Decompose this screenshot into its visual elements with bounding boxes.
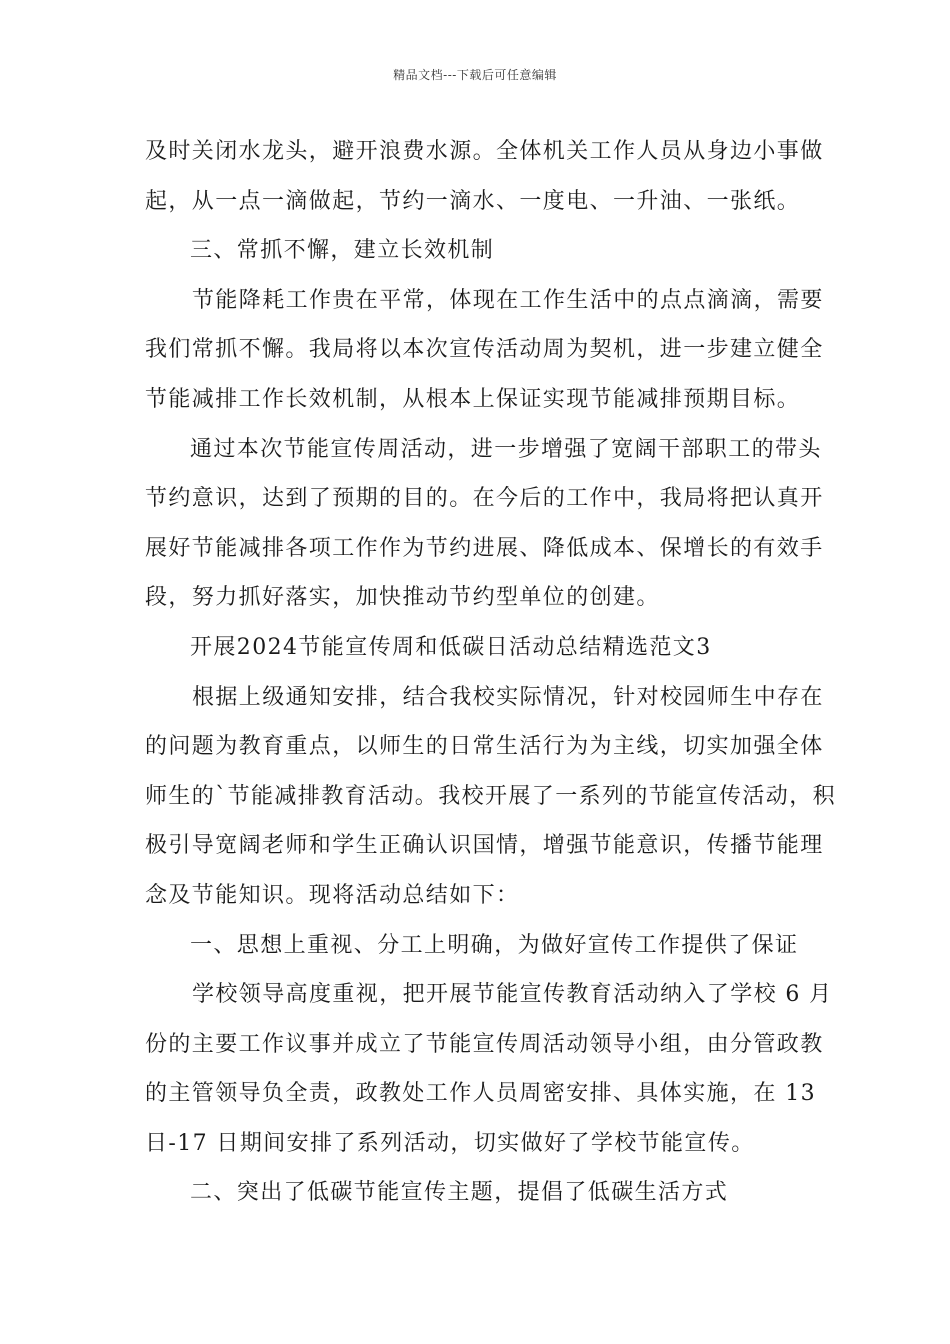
text-line: 根据上级通知安排，结合我校实际情况，针对校园师生中存在 bbox=[192, 684, 824, 710]
text-line: 学校领导高度重视，把开展节能宣传教育活动纳入了学校 6 月 bbox=[192, 982, 833, 1008]
text-line: 节约意识，达到了预期的目的。在今后的工作中，我局将把认真开 bbox=[145, 486, 824, 512]
text-line: 通过本次节能宣传周活动，进一步增强了宽阔干部职工的带头 bbox=[190, 436, 822, 462]
text-line: 段，努力抓好落实，加快推动节约型单位的创建。 bbox=[145, 585, 660, 611]
text-line: 起，从一点一滴做起，节约一滴水、一度电、一升油、一张纸。 bbox=[145, 188, 801, 214]
text-line: 我们常抓不懈。我局将以本次宣传活动周为契机，进一步建立健全 bbox=[145, 337, 824, 363]
text-line: 展好节能减排各项工作作为节约进展、降低成本、保增长的有效手 bbox=[145, 535, 824, 561]
text-line: 念及节能知识。现将活动总结如下： bbox=[145, 882, 520, 908]
article-title: 开展2024节能宣传周和低碳日活动总结精选范文3 bbox=[190, 634, 712, 660]
text-line: 份的主要工作议事并成立了节能宣传周活动领导小组，由分管政教 bbox=[145, 1031, 824, 1057]
text-line: 节能减排工作长效机制，从根本上保证实现节能减排预期目标。 bbox=[145, 386, 801, 412]
section-heading: 三、常抓不懈，建立长效机制 bbox=[190, 238, 495, 264]
document-body bbox=[145, 132, 837, 1223]
section-heading: 一、思想上重视、分工上明确，为做好宣传工作提供了保证 bbox=[190, 932, 799, 958]
text-line: 师生的`节能减排教育活动。我校开展了一系列的节能宣传活动，积 bbox=[145, 783, 837, 809]
text-line: 的问题为教育重点，以师生的日常生活行为为主线，切实加强全体 bbox=[145, 734, 824, 760]
text-line: 的主管领导负全责，政教处工作人员周密安排、具体实施，在 13 bbox=[145, 1081, 816, 1107]
text-line: 极引导宽阔老师和学生正确认识国情，增强节能意识，传播节能理 bbox=[145, 833, 824, 859]
text-line: 及时关闭水龙头，避开浪费水源。全体机关工作人员从身边小事做 bbox=[145, 139, 824, 164]
section-heading: 二、突出了低碳节能宣传主题，提倡了低碳生活方式 bbox=[190, 1180, 729, 1206]
page-header: 精品文档---下载后可任意编辑 bbox=[393, 68, 557, 82]
text-line: 节能降耗工作贵在平常，体现在工作生活中的点点滴滴，需要 bbox=[192, 287, 824, 313]
text-line: 日-17 日期间安排了系列活动，切实做好了学校节能宣传。 bbox=[145, 1130, 755, 1156]
